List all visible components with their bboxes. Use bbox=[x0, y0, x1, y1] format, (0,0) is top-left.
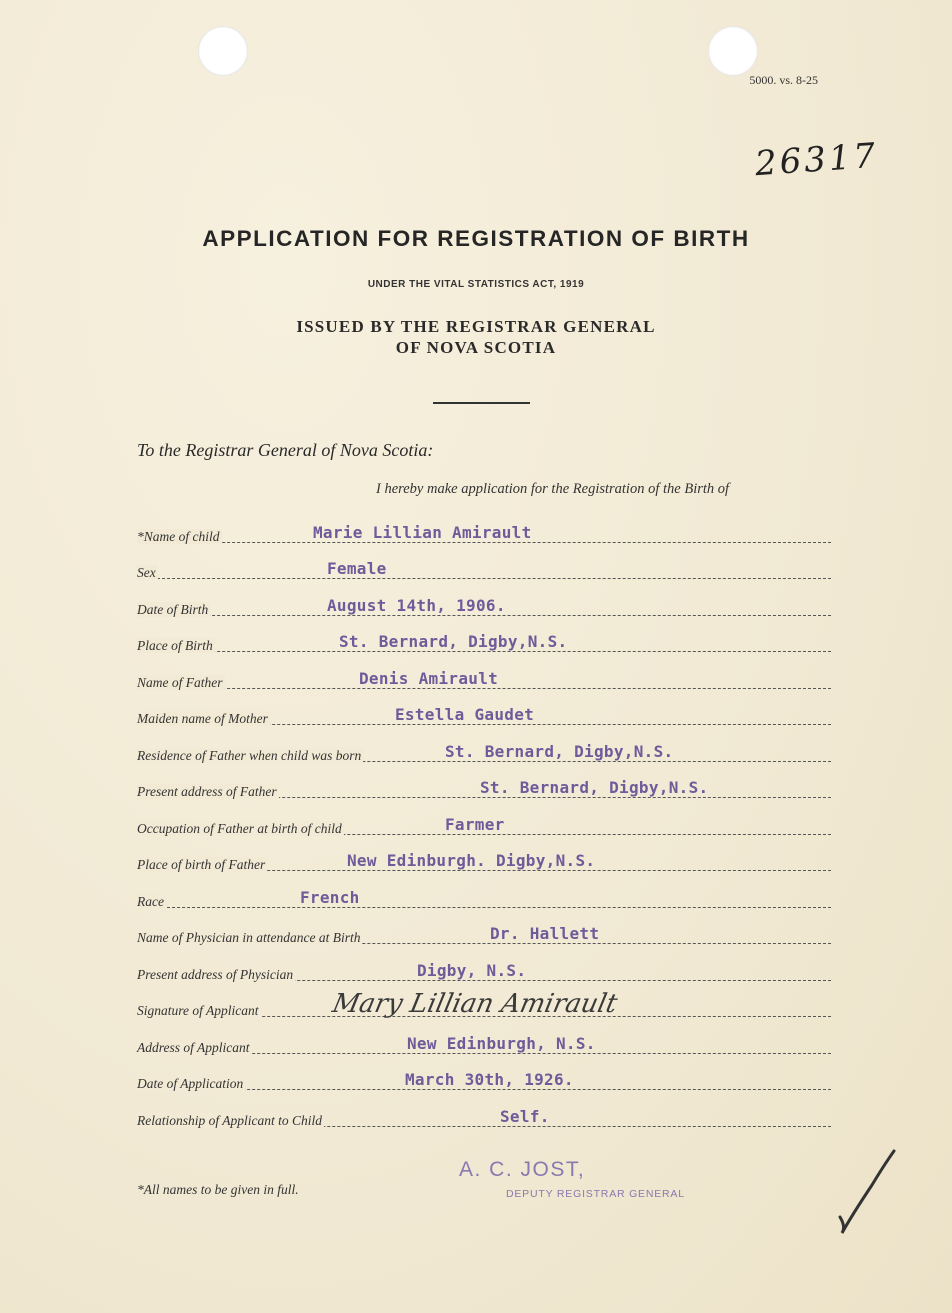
dotted-line bbox=[137, 651, 831, 652]
field-label-text: Address of Applicant bbox=[137, 1040, 250, 1055]
dotted-line bbox=[137, 688, 831, 689]
form-field-row bbox=[137, 989, 831, 1023]
field-label-text: Sex bbox=[137, 565, 156, 580]
form-field-row bbox=[137, 1103, 831, 1133]
field-label bbox=[137, 1113, 324, 1129]
field-value: French bbox=[300, 888, 360, 907]
form-field-row bbox=[137, 555, 831, 585]
field-value: St. Bernard, Digby,N.S. bbox=[480, 778, 709, 797]
field-value: March 30th, 1926. bbox=[405, 1070, 574, 1089]
field-label-text: Present address of Physician bbox=[137, 967, 294, 982]
field-value: Denis Amirault bbox=[359, 669, 499, 688]
field-label-text: Place of Birth bbox=[137, 638, 213, 653]
field-value: August 14th, 1906. bbox=[327, 596, 506, 615]
form-field-row bbox=[137, 701, 831, 731]
title-divider bbox=[433, 402, 530, 404]
field-value: Self. bbox=[500, 1107, 550, 1126]
field-label-text: Residence of Father when child was born bbox=[137, 748, 362, 763]
form-field-row bbox=[137, 1066, 831, 1096]
form-field-row bbox=[137, 957, 831, 987]
form-field-row bbox=[137, 811, 831, 841]
field-label bbox=[137, 1076, 245, 1092]
dotted-line bbox=[137, 615, 831, 616]
field-value: St. Bernard, Digby,N.S. bbox=[445, 742, 674, 761]
form-field-row bbox=[137, 628, 831, 658]
form-number: 5000. vs. 8-25 bbox=[749, 73, 818, 87]
field-label bbox=[137, 675, 225, 691]
punch-hole-left bbox=[198, 26, 248, 76]
field-label-text: Place of birth of Father bbox=[137, 857, 266, 872]
applicant-signature: Mary Lillian Amirault bbox=[329, 989, 620, 1019]
field-label-text: *Name of child bbox=[137, 529, 220, 544]
field-value: New Edinburgh, N.S. bbox=[407, 1034, 596, 1053]
field-label bbox=[137, 930, 362, 946]
form-field-row bbox=[137, 884, 831, 914]
issuer-line-1: ISSUED BY THE REGISTRAR GENERAL bbox=[296, 317, 656, 336]
field-label-text: Name of Father bbox=[137, 675, 223, 690]
form-field-row bbox=[137, 738, 831, 768]
field-label bbox=[137, 821, 344, 837]
issuer bbox=[0, 316, 952, 358]
field-label-text: Present address of Father bbox=[137, 784, 277, 799]
footnote: *All names to be given in full. bbox=[137, 1182, 299, 1197]
field-label bbox=[137, 1040, 252, 1056]
dotted-line bbox=[137, 907, 831, 908]
registrar-stamp-name: A. C. JOST, bbox=[459, 1158, 586, 1181]
field-label-text: Name of Physician in attendance at Birth bbox=[137, 930, 361, 945]
field-label-text: Race bbox=[137, 894, 164, 909]
field-label bbox=[137, 711, 270, 727]
field-label-text: Date of Application bbox=[137, 1076, 244, 1091]
field-value: Farmer bbox=[445, 815, 505, 834]
field-label bbox=[137, 638, 215, 654]
punch-hole-right bbox=[708, 26, 758, 76]
field-label-text: Maiden name of Mother bbox=[137, 711, 268, 726]
field-value: St. Bernard, Digby,N.S. bbox=[339, 632, 568, 651]
form-subtitle: UNDER THE VITAL STATISTICS ACT, 1919 bbox=[367, 279, 585, 290]
form-field-row bbox=[137, 774, 831, 804]
preamble: I hereby make application for the Registration of the Birth of bbox=[376, 481, 730, 497]
field-label bbox=[137, 1003, 261, 1019]
form-field-row bbox=[137, 592, 831, 622]
form-field-row bbox=[137, 519, 831, 549]
field-label-text: Occupation of Father at birth of child bbox=[137, 821, 342, 836]
form-title: APPLICATION FOR REGISTRATION OF BIRTH bbox=[202, 226, 750, 251]
field-label bbox=[137, 748, 363, 764]
field-label bbox=[137, 565, 158, 581]
field-label-text: Relationship of Applicant to Child bbox=[137, 1113, 322, 1128]
field-value: Marie Lillian Amirault bbox=[313, 523, 532, 542]
field-value: Dr. Hallett bbox=[490, 924, 600, 943]
check-mark-icon bbox=[832, 1145, 902, 1240]
field-value: New Edinburgh. Digby,N.S. bbox=[347, 851, 596, 870]
form-field-row bbox=[137, 920, 831, 950]
field-label bbox=[137, 784, 279, 800]
handwritten-file-number: 26317 bbox=[753, 135, 880, 185]
field-value: Estella Gaudet bbox=[395, 705, 535, 724]
issuer-line-2: OF NOVA SCOTIA bbox=[395, 338, 557, 357]
salutation: To the Registrar General of Nova Scotia: bbox=[137, 440, 434, 460]
dotted-line bbox=[137, 542, 831, 543]
field-label bbox=[137, 967, 295, 983]
field-label-text: Date of Birth bbox=[137, 602, 209, 617]
form-field-row bbox=[137, 1030, 831, 1060]
field-label bbox=[137, 529, 222, 545]
field-value: Digby, N.S. bbox=[417, 961, 527, 980]
field-label bbox=[137, 894, 166, 910]
field-label-text: Signature of Applicant bbox=[137, 1003, 259, 1018]
registrar-stamp-title: DEPUTY REGISTRAR GENERAL bbox=[506, 1188, 685, 1200]
field-label bbox=[137, 602, 210, 618]
dotted-line bbox=[137, 578, 831, 579]
field-value: Female bbox=[327, 559, 387, 578]
field-label bbox=[137, 857, 267, 873]
form-field-row bbox=[137, 847, 831, 877]
form-field-row bbox=[137, 665, 831, 695]
